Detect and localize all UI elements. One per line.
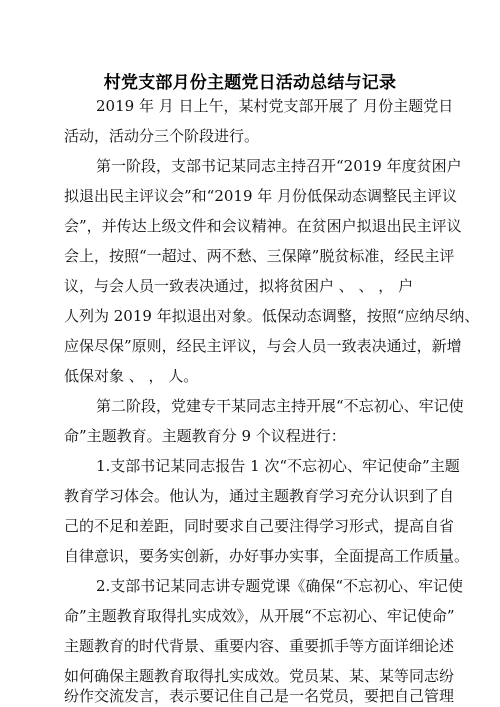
paragraph-line: 议，与会人员一致表决通过，拟将贫困户 、 、 ， 户 xyxy=(64,277,414,295)
paragraph-line: 命”主题教育取得扎实成效》，从开展“不忘初心、牢记使命” xyxy=(64,607,455,625)
paragraph-line: 纷作交流发言，表示要记住自己是一名党员，要把自己管理 xyxy=(64,687,455,705)
paragraph-line: 己的不足和差距，同时要求自己要注得学习形式，提高自省 xyxy=(64,517,455,535)
document-title: 村党支部月份主题党日活动总结与记录 xyxy=(103,73,397,93)
paragraph-line: 会上，按照“一超过、两不愁、三保障”脱贫标准，经民主评 xyxy=(64,247,455,265)
paragraph-line: 如何确保主题教育取得扎实成效。党员某、某、某等同志纷 xyxy=(64,667,455,685)
paragraph-line: 自律意识，要务实创新，办好事办实事，全面提高工作质量。 xyxy=(64,547,470,565)
paragraph-line: 活动，活动分三个阶段进行。 xyxy=(64,127,260,145)
paragraph-line: 第一阶段，支部书记某同志主持召开“2019 年度贫困户 xyxy=(96,157,462,175)
paragraph-line: 拟退出民主评议会”和“2019 年 月份低保动态调整民主评议 xyxy=(64,187,458,205)
paragraph-line: 命”主题教育。主题教育分 9 个议程进行： xyxy=(64,427,346,445)
paragraph-line: 1.支部书记某同志报告 1 次“不忘初心、牢记使命”主题 xyxy=(96,457,460,475)
paragraph-line: 主题教育的时代背景、重要内容、重要抓手等方面详细论述 xyxy=(64,637,455,655)
paragraph-line: 低保对象 、 ， 人。 xyxy=(64,367,199,385)
paragraph-line: 2019 年 月 日上午，某村党支部开展了 月份主题党日 xyxy=(96,97,454,115)
paragraph-line: 2.支部书记某同志讲专题党课《确保“不忘初心、牢记使 xyxy=(96,577,463,595)
paragraph-line: 会”，并传达上级文件和会议精神。在贫困户拟退出民主评议 xyxy=(64,217,462,235)
paragraph-line: 第二阶段，党建专干某同志主持开展“不忘初心、牢记使 xyxy=(96,397,464,415)
paragraph-line: 教育学习体会。他认为，通过主题教育学习充分认识到了自 xyxy=(64,487,455,505)
paragraph-line: 应保尽保”原则，经民主评议，与会人员一致表决通过，新增 xyxy=(64,337,462,355)
paragraph-line: 人列为 2019 年拟退出对象。低保动态调整，按照“应纳尽纳、 xyxy=(64,307,480,325)
